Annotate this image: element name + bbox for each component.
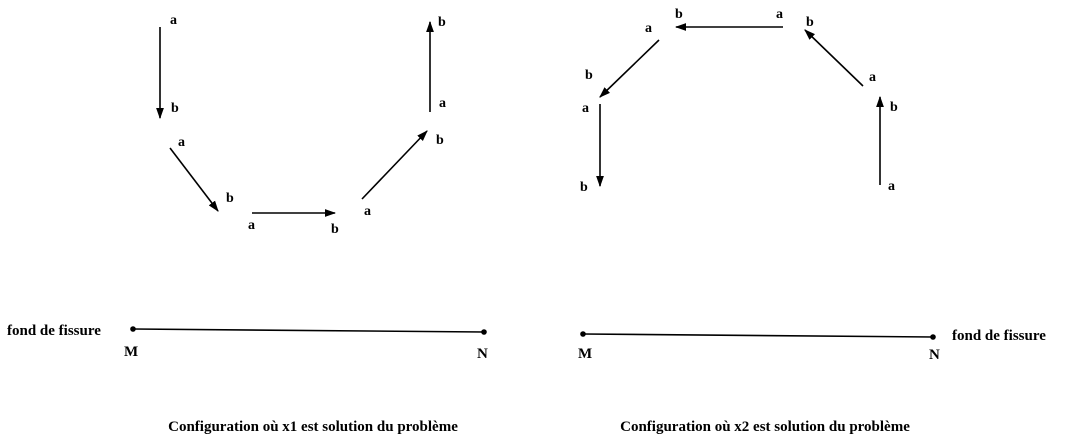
right-arrow-3-start-label: a: [776, 7, 783, 22]
right-arrow-1-end-label: b: [890, 100, 898, 115]
right-crack-front: [578, 328, 1046, 363]
left-arrow-2-end-label: b: [226, 191, 234, 206]
left-arrow-3-end-label: b: [331, 222, 339, 237]
right-arrow-4-start-label: a: [645, 21, 652, 36]
left-arrow-1-end-label: b: [171, 101, 179, 116]
right-side-label: fond de fissure: [952, 328, 1046, 344]
right-arrow-5-end-label: b: [580, 180, 588, 195]
right-arrow-5: [580, 101, 600, 195]
left-crack-front: [7, 323, 488, 362]
left-caption: Configuration où x1 est solution du problème: [168, 419, 458, 435]
left-arrow-4-end-label: b: [436, 133, 444, 148]
left-configuration: [7, 13, 488, 435]
left-point-m: [130, 326, 136, 332]
right-arrow-4-end-label: b: [585, 68, 593, 83]
right-arrow-1-start-label: a: [888, 179, 895, 194]
right-arrow-4: [585, 21, 659, 97]
left-arrow-4-start-label: a: [364, 204, 371, 219]
right-arrow-3-end-label: b: [675, 7, 683, 22]
right-point-m: [580, 331, 586, 337]
right-arrow-2-start-label: a: [869, 70, 876, 85]
right-arrow-5-start-label: a: [582, 101, 589, 116]
right-point-n-label: N: [929, 347, 940, 363]
right-caption: Configuration où x2 est solution du problème: [620, 419, 910, 435]
right-arrow-2-end-label: b: [806, 15, 814, 30]
left-arrow-3: [248, 213, 339, 237]
left-arrow-3-start-label: a: [248, 218, 255, 233]
right-arrow-1: [880, 97, 898, 194]
right-configuration: [578, 7, 1046, 435]
left-arrow-4: [362, 131, 444, 219]
left-side-label: fond de fissure: [7, 323, 101, 339]
left-arrow-1: [160, 13, 179, 118]
right-point-n: [930, 334, 936, 340]
left-point-m-label: M: [124, 344, 139, 360]
left-point-n: [481, 329, 487, 335]
left-arrow-1-start-label: a: [170, 13, 177, 28]
left-arrow-5: [430, 15, 446, 112]
left-arrow-2: [170, 135, 234, 211]
right-point-m-label: M: [578, 346, 593, 362]
left-arrow-5-end-label: b: [438, 15, 446, 30]
right-arrow-2: [805, 15, 876, 86]
right-arrow-3: [675, 7, 783, 27]
left-point-n-label: N: [477, 346, 488, 362]
left-arrow-5-start-label: a: [439, 96, 446, 111]
left-arrow-2-start-label: a: [178, 135, 185, 150]
